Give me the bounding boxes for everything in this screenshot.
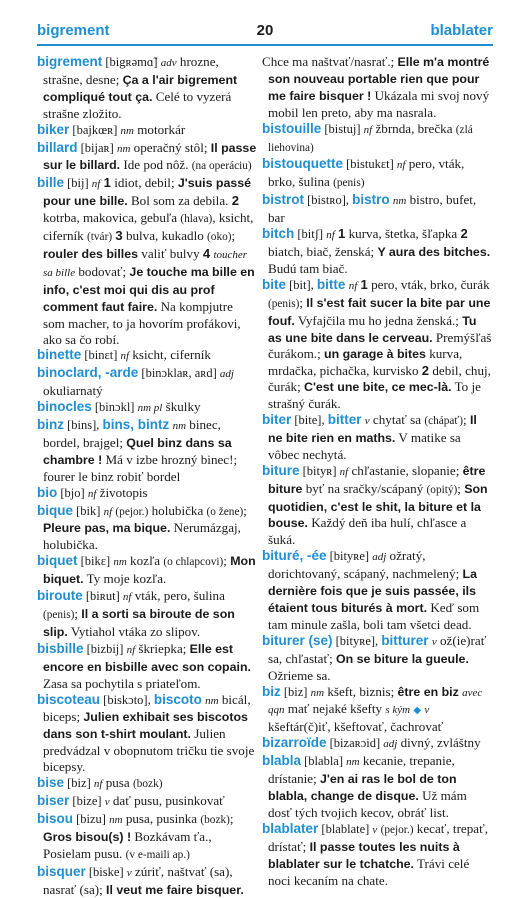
entry-text: pusa, pusinka	[122, 810, 201, 826]
grammar-label: adj	[219, 368, 234, 381]
entry-text: motorkár	[133, 121, 186, 137]
headword: binocles	[37, 399, 92, 415]
grammar-label: nm	[113, 556, 127, 569]
headword: bisbille	[37, 640, 84, 656]
dictionary-entry	[262, 226, 493, 277]
entry-text: operačný stôl;	[130, 139, 211, 155]
entry-text: dať pusu, pusinkovať	[109, 792, 225, 808]
dictionary-entry	[37, 811, 257, 864]
note: (zlá liehovina)	[268, 123, 473, 154]
headword: bille	[37, 175, 65, 191]
dictionary-entry	[262, 735, 493, 753]
entry-text: kecať, trepať, drístať;	[268, 820, 488, 854]
entry-text: ;	[299, 294, 307, 310]
example-phrase: être biture	[268, 463, 486, 496]
pronunciation: [biʀut]	[82, 589, 123, 604]
grammar-label: nm	[172, 420, 187, 433]
note: (bozk)	[200, 813, 230, 826]
sense-number: 1	[338, 226, 346, 242]
grammar-label: nf	[339, 465, 349, 478]
entry-text: chytať sa	[369, 412, 425, 428]
entry-text: V matike sa vôbec nechytá.	[268, 429, 461, 462]
pronunciation: [biz]	[64, 776, 94, 791]
grammar-label: nf	[87, 487, 97, 500]
entry-text: holubička	[148, 502, 207, 518]
headword: bique	[37, 502, 73, 518]
entry-text: Keď som tam minule zašla, boli tam všetci dead.	[268, 600, 480, 632]
headword: blablater	[262, 820, 319, 836]
entry-text: kozľa	[126, 553, 164, 569]
grammar-label: nm	[346, 756, 360, 769]
pronunciation: [biz]	[280, 684, 311, 699]
pronunciation: [bistukɛt]	[343, 157, 397, 172]
headword: bigrement	[37, 54, 103, 69]
grammar-label: nm	[205, 694, 219, 707]
entry-text: mať nejaké kšefty	[284, 701, 386, 717]
pronunciation: [bize]	[69, 793, 105, 808]
entry-text: Chce ma naštvať/nasrať.;	[262, 54, 398, 69]
headword: bio	[37, 484, 58, 500]
dictionary-entry	[37, 793, 257, 811]
pronunciation: [bite],	[291, 413, 328, 428]
entry-text: ;	[457, 480, 465, 496]
note: (penis)	[268, 297, 300, 310]
dictionary-entry	[37, 485, 257, 503]
headword: biscoto	[153, 691, 202, 707]
dictionary-entry	[262, 54, 493, 121]
note: (o žene)	[206, 505, 244, 518]
headword: biturer (se)	[262, 632, 333, 648]
entry-text: ;	[74, 606, 82, 621]
grammar-label: v	[104, 795, 110, 808]
headword: biter	[262, 412, 292, 428]
example-phrase: Elle m'a montré son nouveau portable rien que pour me faire bisquer !	[268, 55, 490, 103]
dictionary-entry	[37, 641, 257, 692]
pronunciation: [bik]	[73, 503, 104, 518]
page-number: 20	[256, 22, 274, 39]
dictionary-entry	[37, 122, 257, 140]
dictionary-entry	[262, 753, 493, 821]
grammar-label: nm	[310, 686, 325, 699]
example-phrase: Il a sorti sa biroute de son slip.	[43, 607, 235, 639]
diamond-icon: ◆	[413, 705, 422, 717]
pronunciation: [binɔklaʀ, aʀd]	[138, 366, 220, 381]
sense-number: 1	[103, 175, 111, 191]
headword: biture	[262, 462, 300, 478]
example-phrase: être en biz	[397, 684, 459, 699]
dictionary-entry	[262, 156, 493, 192]
entry-text: Julien predvádzal v obopnutom tričku tie svoje bicepsy.	[43, 726, 255, 775]
dictionary-entry	[37, 503, 257, 554]
entry-text: Bol som za debila.	[127, 193, 232, 209]
headword: bituré, -ée	[262, 548, 327, 564]
entry-text: škriepka;	[135, 640, 190, 656]
headword: binette	[37, 347, 82, 363]
grammar-label: nf	[396, 159, 406, 172]
grammar-label: nm	[109, 813, 123, 826]
pronunciation: [bigʀəmɑ̃]	[102, 55, 161, 69]
entry-text: Bozkávam ťa., Posielam pusu.	[43, 828, 212, 861]
pronunciation: [bajkœʀ]	[69, 122, 121, 137]
entry-text: debil, chuj, čurák;	[268, 363, 491, 395]
entry-text: Ty moje kozľa.	[83, 571, 167, 587]
example-phrase: Il s'est fait sucer la bite par une fouf.	[268, 295, 491, 328]
headword: biscoteau	[37, 691, 101, 707]
dictionary-entry	[37, 553, 257, 588]
dictionary-entry	[262, 192, 493, 226]
pronunciation: [bityʀe]	[326, 549, 373, 564]
grammar-label: v	[431, 635, 437, 648]
headword: biser	[37, 792, 70, 808]
entry-text: To je strašný čurák.	[268, 379, 481, 412]
dictionary-entry	[262, 463, 493, 549]
entry-text: Vyfajčila mu ho jedna ženská.;	[294, 312, 463, 328]
headword: bisou	[37, 810, 73, 826]
pronunciation: [bikɛ]	[77, 554, 114, 569]
example-phrase: On se biture la gueule.	[336, 651, 469, 666]
note: (pejor.)	[380, 823, 414, 836]
note: (oko)	[207, 231, 232, 244]
entry-text: Ukázala mi svoj nový mobil len preto, aby ma nasrala.	[268, 87, 490, 120]
note: (hlava)	[180, 213, 213, 226]
grammar-label: v	[126, 866, 132, 879]
pronunciation: [bij]	[64, 176, 92, 191]
example-phrase: Mon biquet.	[43, 554, 256, 587]
entry-text: chľastanie, slopanie;	[348, 462, 463, 478]
grammar-label: adj	[383, 738, 398, 751]
dictionary-entry	[37, 365, 257, 399]
note: (bozk)	[133, 778, 163, 791]
entry-text: Už mám dosť tých tvojich kecov, obráť list.	[268, 787, 467, 820]
headword: bins, bintz	[102, 417, 170, 433]
entry-text: zúriť, naštvať (sa), nasrať (sa);	[43, 863, 233, 897]
entry-text: ;	[463, 412, 470, 428]
entry-text: ;	[229, 810, 234, 826]
dictionary-entry	[37, 347, 257, 365]
headword: bitter	[327, 412, 362, 428]
pronunciation: [bitʃ]	[294, 227, 327, 242]
entry-text: bodovať;	[75, 263, 130, 279]
pronunciation: [biske]	[85, 864, 127, 879]
headword: biquet	[37, 553, 78, 569]
headword: bise	[37, 775, 65, 791]
entry-text: Na kompjutre som macher, to ja hovorím profákovi, ako sa čo robí.	[43, 298, 241, 347]
example-phrase: Il passe toutes les nuits à blablater sur le tchatche.	[268, 839, 460, 871]
pronunciation: [binɔkl]	[91, 400, 138, 415]
dictionary-entry	[37, 864, 257, 898]
grammar-label: nf	[348, 279, 358, 292]
example-phrase: Julien exhibait ses biscotos dans son t-shirt moulant.	[43, 710, 248, 742]
dictionary-entry	[262, 121, 493, 157]
entry-text: vták, pero, šulina	[131, 588, 225, 604]
note: (penis)	[43, 609, 75, 621]
entry-text: binec, bordel, brajgel;	[43, 417, 221, 450]
entry-text: Nerumázgaj, holubička.	[43, 520, 241, 553]
grammar-label: s kým	[385, 704, 411, 717]
example-phrase: Il ne bite rien en maths.	[268, 413, 477, 445]
grammar-label: toucher sa bille	[43, 248, 248, 279]
grammar-label: nf	[103, 505, 113, 518]
dictionary-entry	[37, 775, 257, 793]
dictionary-entry	[37, 175, 257, 347]
headword: bistouille	[262, 120, 322, 136]
entry-text: Trávi celé noci kecaním na chate.	[268, 855, 470, 888]
headword: bistrot	[262, 192, 304, 208]
grammar-label: nf	[126, 643, 136, 656]
pronunciation: [bityʀ]	[299, 463, 340, 478]
sense-number: 1	[360, 276, 368, 292]
note: (pejor.)	[115, 505, 149, 518]
dictionary-entry	[37, 588, 257, 641]
entry-text: životopis	[96, 484, 148, 500]
entry-text: kotrba, makovica, gebuľa	[43, 210, 181, 226]
entry-text: byť na sračky/scápaný	[302, 480, 427, 496]
example-phrase: Son quotidien, c'est le shit, la biture et la bouse.	[268, 481, 488, 531]
entry-text: bulva, kukadlo	[122, 228, 208, 244]
entry-text: bistro, bufet, bar	[268, 192, 477, 226]
dictionary-entry	[37, 417, 257, 485]
entry-text: Ide pod nôž.	[120, 157, 192, 173]
grammar-label: nf	[120, 350, 130, 363]
headword: bite	[262, 276, 287, 292]
headword: bistro	[352, 192, 390, 208]
sense-number: 3	[115, 228, 123, 244]
sense-number: 2	[231, 193, 239, 209]
headword: billard	[37, 139, 78, 155]
left-column	[37, 54, 257, 898]
dictionary-entry	[262, 821, 493, 889]
headword: bizarroïde	[262, 735, 327, 751]
headword: biker	[37, 121, 70, 137]
example-phrase: Y aura des bitches.	[377, 244, 491, 259]
entry-text: kurva, štetka, šľapka	[345, 226, 461, 242]
headword: biroute	[37, 588, 83, 604]
headword: binoclard, -arde	[37, 365, 139, 381]
entry-text: Zasa sa pochytila s priateľom.	[43, 675, 201, 691]
sense-number: 2	[460, 226, 468, 242]
pronunciation: [bit],	[286, 277, 317, 292]
grammar-label: nf	[122, 591, 132, 604]
entry-text: hrozne, strašne, desne;	[43, 54, 219, 87]
pronunciation: [biskɔto],	[100, 692, 154, 707]
note: (na operáciu)	[191, 160, 252, 173]
entry-text: ksicht, ciferník	[129, 347, 211, 363]
headword: bitturer	[381, 632, 429, 648]
note: (tvár)	[87, 231, 113, 244]
grammar-label: nm	[392, 195, 407, 208]
entry-text: Má v izbe hrozný binec!; fourer le binz robiť bordel	[43, 451, 238, 484]
pronunciation: [blabla]	[301, 754, 347, 769]
entry-text: pusa	[102, 775, 133, 791]
entry-text: kšeftár(č)iť, kšeftovať, čachrovať	[268, 719, 444, 735]
pronunciation: [bityʀe],	[332, 633, 382, 648]
dictionary-entry	[37, 140, 257, 176]
sense-number: 4	[202, 245, 211, 261]
grammar-label: nf	[326, 229, 335, 242]
entry-text: škulky	[162, 399, 201, 415]
header-divider	[37, 44, 493, 46]
entry-text: Celé to vyzerá strašne zložito.	[43, 88, 232, 121]
pronunciation: [blablate]	[318, 821, 373, 836]
entry-text: žbrnda, brečka	[372, 120, 456, 136]
note: (opitý)	[426, 483, 458, 496]
grammar-label: avec qqn	[268, 686, 483, 717]
headword: blabla	[262, 753, 302, 769]
example-phrase: J'suis passé pour une bille.	[43, 176, 252, 209]
pronunciation: [bistʀo],	[304, 193, 353, 208]
example-phrase: Il veut me faire bisquer.	[106, 882, 244, 897]
pronunciation: [bins],	[64, 418, 103, 433]
dictionary-entry	[262, 684, 493, 736]
grammar-label: v	[364, 415, 370, 428]
dictionary-entry	[37, 54, 257, 122]
entry-text: , ksicht, ciferník	[43, 210, 254, 244]
note: (penis)	[333, 177, 365, 190]
entry-text: Vytiahol vtáka zo slipov.	[67, 623, 201, 639]
example-phrase: Ça a l'air bigrement compliqué tout ça.	[43, 72, 238, 104]
example-phrase: Tu as une bite dans le cerveau.	[268, 313, 477, 345]
header-first-headword: bigrement	[37, 22, 110, 39]
entry-text: Každý deň iba hulí, chľasce a šuká.	[268, 515, 467, 548]
entry-text: divný, zvláštny	[397, 735, 481, 751]
pronunciation: [bizbij]	[83, 641, 127, 656]
headword: bitch	[262, 226, 295, 242]
note: (v e-maili ap.)	[125, 848, 190, 861]
entry-text: ;	[231, 228, 236, 244]
headword: bitte	[316, 276, 346, 292]
grammar-label: nm	[116, 142, 131, 155]
example-phrase: Quel binz dans sa chambre !	[43, 435, 232, 467]
right-column	[262, 54, 493, 888]
entry-text: kecanie, trepanie, drístanie;	[268, 753, 455, 787]
grammar-label: adv	[160, 57, 177, 69]
entry-text: valiť bulvy	[138, 245, 203, 261]
example-phrase: La dernière fois que je suis passée, ils étaient tous biturés à mort.	[268, 567, 477, 615]
example-phrase: Gros bisou(s) !	[43, 829, 132, 844]
headword: binz	[37, 417, 64, 433]
dictionary-entry	[262, 633, 493, 684]
grammar-label: nf	[363, 123, 373, 136]
entry-text: kurva, mrdačka, pichačka, kurvisko	[268, 346, 463, 379]
grammar-label: v	[424, 704, 430, 717]
dictionary-entry	[37, 399, 257, 417]
example-phrase: J'en ai ras le bol de ton blabla, change de disque.	[268, 772, 457, 803]
dictionary-entry	[262, 548, 493, 633]
grammar-label: nf	[93, 778, 103, 791]
grammar-label: nm	[120, 124, 134, 137]
example-phrase: Pleure pas, ma bique.	[43, 521, 171, 536]
grammar-label: v	[372, 823, 378, 836]
entry-text: bicál, biceps;	[43, 691, 251, 725]
entry-text: biatch, biač, ženská;	[268, 243, 378, 259]
note: (o chlapcovi)	[163, 556, 224, 569]
pronunciation: [bjo]	[57, 485, 88, 500]
entry-text: ož(ie)rať sa, chľastať;	[268, 632, 487, 666]
dictionary-entry	[262, 277, 493, 412]
grammar-label: nf	[91, 178, 101, 191]
example-phrase: Il passe sur le billard.	[43, 140, 257, 173]
entry-text: okuliarnatý	[43, 383, 103, 399]
entry-text: Ožrieme sa.	[268, 667, 331, 683]
headword: bistouquette	[262, 156, 343, 172]
entry-text: idiot, debil;	[110, 175, 178, 191]
example-phrase: C'est une bite, ce mec-là.	[304, 380, 452, 395]
pronunciation: [bizaʀɔid]	[326, 736, 384, 751]
example-phrase: Je touche ma bille en info, c'est moi qui dis au prof comment faut faire.	[43, 264, 255, 314]
entry-text: ožratý, dorichtovaný, scápaný, nachmelený;	[268, 548, 463, 582]
pronunciation: [bistuj]	[321, 121, 364, 136]
example-phrase: rouler des billes	[43, 246, 139, 261]
sense-number: 2	[421, 363, 430, 379]
note: (chápať)	[424, 415, 464, 428]
entry-text: ;	[243, 502, 247, 518]
dictionary-entry	[37, 692, 257, 776]
pronunciation: [binɛt]	[81, 348, 121, 363]
headword: biz	[262, 683, 281, 699]
entry-text: Premýšľaš čurákom.;	[268, 329, 492, 362]
pronunciation: [bijaʀ]	[77, 140, 117, 155]
example-phrase: Elle est encore en bisbille avec son copain.	[43, 641, 251, 674]
headword: bisquer	[37, 863, 86, 879]
pronunciation: [bizu]	[73, 811, 110, 826]
dictionary-entry	[262, 412, 493, 463]
header-last-headword: blablater	[430, 22, 493, 39]
entry-text: ;	[223, 553, 231, 569]
entry-text: Budú tam biač.	[268, 260, 348, 276]
grammar-label: adj	[372, 551, 387, 564]
grammar-label: nm pl	[137, 402, 163, 415]
entry-text: pero, vták, brko, čurák	[367, 276, 490, 292]
entry-text: kšeft, biznis;	[324, 683, 398, 699]
entry-text: pero, vták, brko, šulina	[268, 156, 465, 190]
example-phrase: un garage à bites	[324, 347, 426, 362]
